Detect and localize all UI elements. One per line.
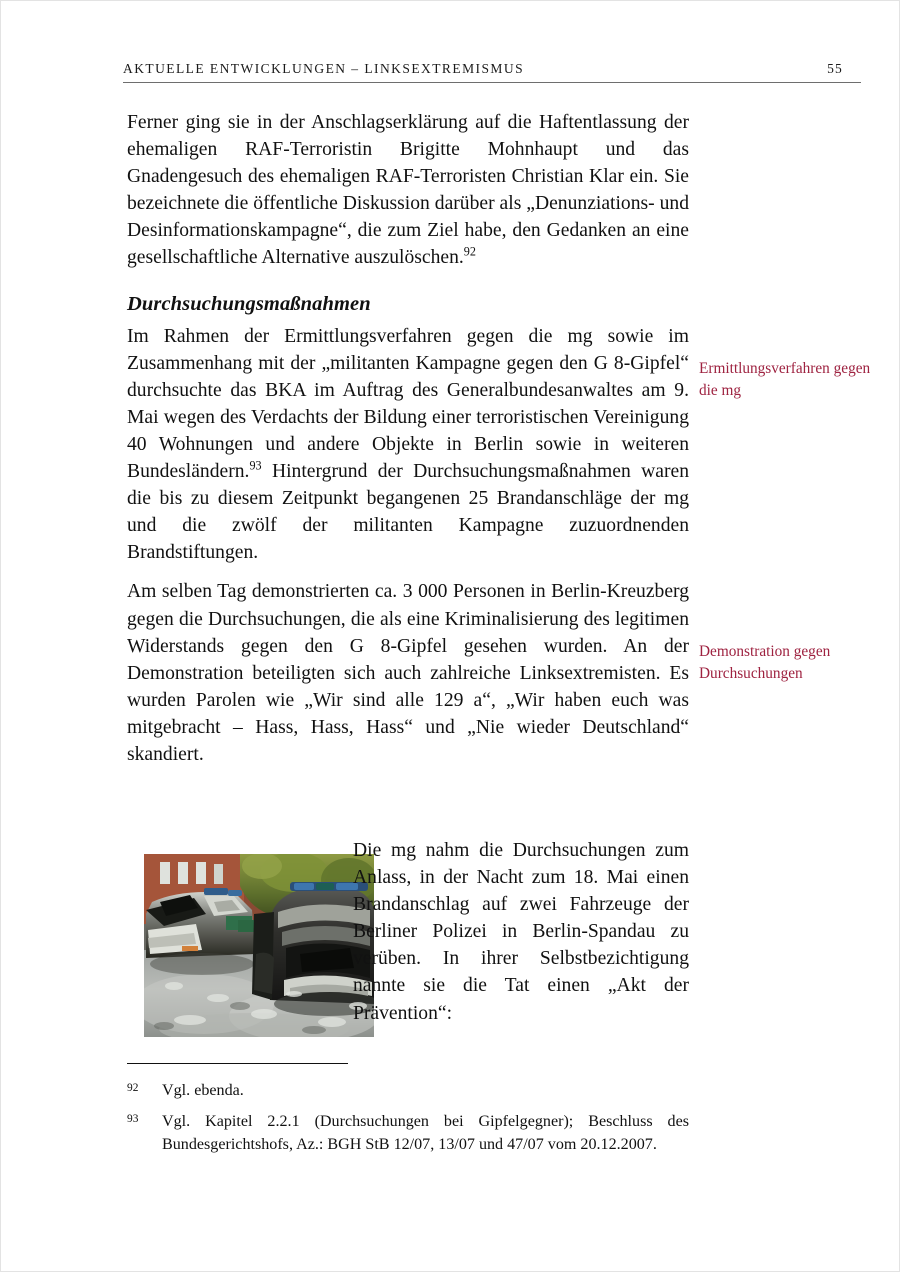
footnote-area: [127, 1063, 689, 1165]
footnote-92-text: Vgl. ebenda.: [162, 1082, 244, 1099]
main-text-column: [127, 109, 689, 768]
paragraph-1-text: Ferner ging sie in der Anschlagserklärung auf die Haftentlassung der ehemaligen RAF-Terroristin Brigitte Mohnhaupt und das Gnadengesuch des ehemaligen RAF-Terroristen Christian Klar ein. Sie bezeichnete die öffentliche Diskussion darüber als „Denunziations- und Desinformationskampagne“, die zum Ziel habe, den Gedanken an eine gesellschaftliche Alternative auszulöschen.: [127, 112, 689, 269]
footnote-93-text: Vgl. Kapitel 2.2.1 (Durchsuchungen bei Gipfelgegner); Beschluss des Bundesgerichtshofs, Az.: BGH StB 12/07, 13/07 und 47/07 vom 20.12.2007.: [162, 1113, 689, 1153]
photo-illustration: [144, 854, 374, 1037]
section-heading-durchsuchungsmassnahmen: Durchsuchungsmaßnahmen: [127, 292, 371, 315]
footnote-93: [127, 1111, 689, 1156]
footnote-92-number: 92: [127, 1082, 139, 1094]
page-number: 55: [827, 61, 843, 76]
footnote-92: [127, 1080, 689, 1102]
footnote-ref-92[interactable]: 92: [463, 244, 476, 259]
running-head-title: AKTUELLE ENTWICKLUNGEN – LINKSEXTREMISMUS: [123, 61, 525, 76]
paragraph-2b-text: Hintergrund der Durchsuchungsmaßnahmen waren die bis zu diesem Zeitpunkt begangenen 25 Brandanschläge der mg und die zwölf der militanten Kampagne zuzuordnenden Brandstiftungen.: [127, 461, 689, 564]
paragraph-2a-text: Im Rahmen der Ermittlungsverfahren gegen die mg sowie im Zusammenhang mit der „militanten Kampagne gegen den G 8-Gipfel“ durchsuchte das BKA im Auftrag des Generalbundesanwaltes am 9. Mai wegen des Verdachts der Bildung einer terroristischen Vereinigung 40 Wohnungen und andere Objekte in Berlin sowie in weiteren Bundesländern.: [127, 325, 689, 483]
paragraph-beside-photo-wrapper: [353, 837, 689, 1027]
paragraph-anschlagserklaerung: [127, 109, 689, 272]
footnote-93-number: 93: [127, 1113, 139, 1126]
photo-figure: [144, 854, 374, 1037]
paragraph-durchsuchungen: [127, 323, 689, 567]
running-head: [123, 61, 861, 83]
paragraph-brandanschlag: Die mg nahm die Durchsuchungen zum Anlass, in der Nacht zum 18. Mai einen Brandanschlag auf zwei Fahrzeuge der Berliner Polizei in Berlin-Spandau zu verüben. In ihrer Selbstbezichtigung nannte sie die Tat einen „Akt der Prävention“:: [353, 840, 689, 1024]
burned-police-vehicles-photo: [144, 854, 374, 1037]
margin-note-ermittlungsverfahren: Ermittlungsverfahren gegen die mg: [699, 360, 871, 399]
footnote-separator-rule: [127, 1063, 348, 1064]
margin-note-demonstration: Demonstration gegen Durchsuchungen: [699, 643, 831, 682]
paragraph-demonstration: Am selben Tag demonstrierten ca. 3 000 Personen in Berlin-Kreuzberg gegen die Durchsuchungen, die als eine Kriminalisierung des legitimen Widerstands gegen den G 8-Gipfel gesehen wurden. An der Demonstration beteiligten sich auch zahlreiche Linksextremisten. Es wurden Parolen wie „Wir sind alle 129 a“, „Wir haben euch was mitgebracht – Hass, Hass, Hass“ und „Nie wieder Deutschland“ skandiert.: [127, 581, 689, 765]
footnote-ref-93[interactable]: 93: [249, 458, 262, 473]
